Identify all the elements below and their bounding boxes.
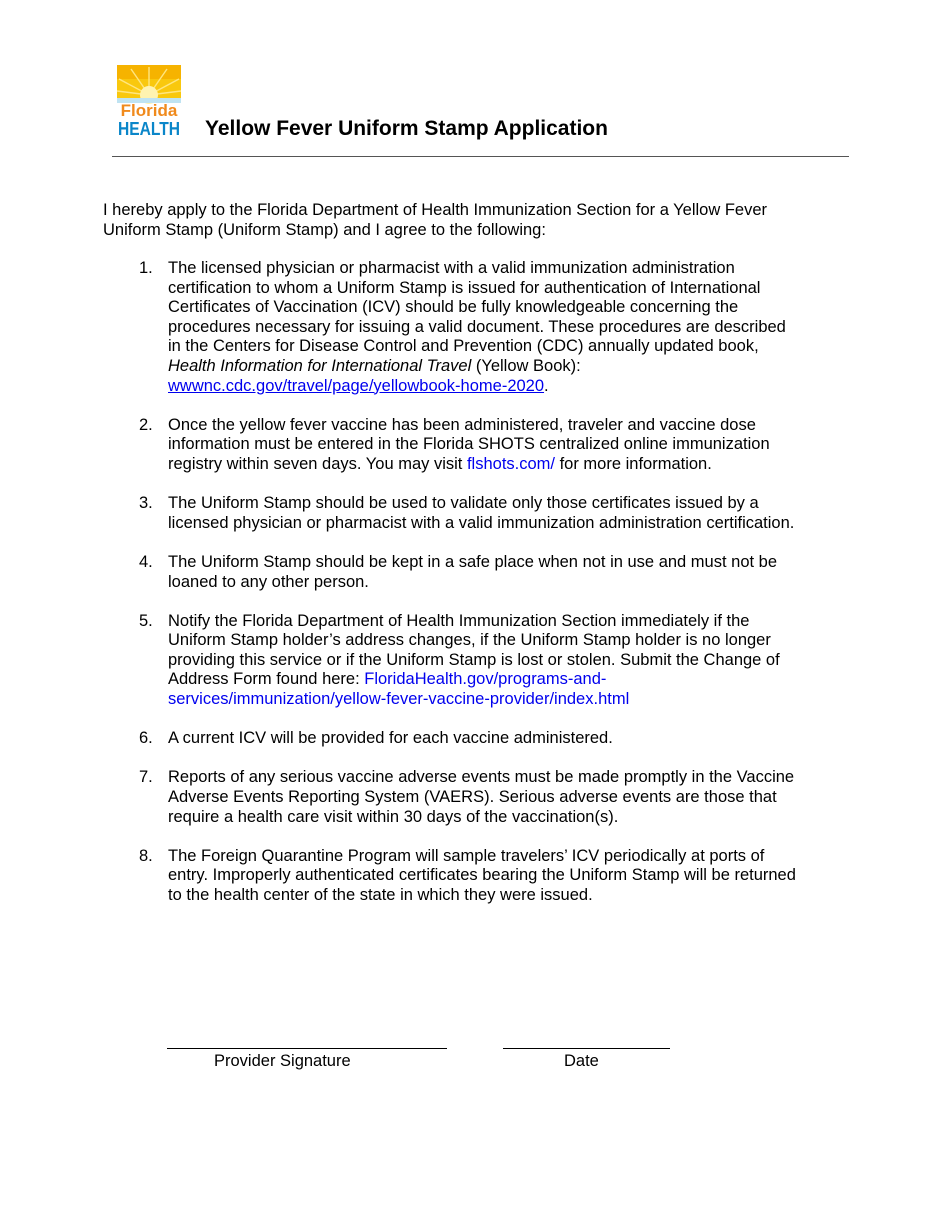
terms-list — [103, 259, 803, 925]
flshots-link[interactable]: flshots.com/ — [466, 454, 555, 473]
term-text: Notify the Florida Department of Health Immunization Section immediately if the Uniform Stamp holder’s address changes, if the Uniform Stamp holder is no longer providing this service or if the Uniform Stamp is lost or stolen. Submit the Change of Address Form found here: — [168, 611, 780, 689]
term-text: for more information. — [555, 454, 712, 473]
term-number: 3. — [139, 494, 153, 513]
term-item-5 — [103, 612, 803, 710]
term-number: 1. — [139, 259, 153, 277]
term-text: The licensed physician or pharmacist with a valid immunization administration certification to whom a Uniform Stamp is issued for authentication of International Certificates of Vaccination (ICV) should be fully knowledgeable concerning the procedures necessary for issuing a valid document. These procedures are described in the Centers for Disease Control and Prevention (CDC) annually updated book, — [168, 259, 786, 356]
cdc-yellowbook-link[interactable]: wwwnc.cdc.gov/travel/page/yellowbook-home-2020 — [168, 376, 545, 395]
term-number: 4. — [139, 552, 153, 571]
logo-text-health: HEALTH — [118, 119, 180, 139]
term-item-3 — [103, 494, 803, 533]
term-text: (Yellow Book): — [471, 356, 581, 375]
term-text: The Foreign Quarantine Program will sample travelers’ ICV periodically at ports of entry. Improperly authenticated certificates bearing the Uniform Stamp will be returned to the health center of the state in which they were issued. — [168, 846, 796, 904]
term-number: 5. — [139, 611, 153, 630]
term-item-4 — [103, 553, 803, 592]
term-text: Once the yellow fever vaccine has been administered, traveler and vaccine dose information must be entered in the Florida SHOTS centralized online immunization registry within seven days. You may visit — [168, 415, 770, 473]
term-text: The Uniform Stamp should be kept in a safe place when not in use and must not be loaned to any other person. — [168, 552, 778, 591]
term-item-1 — [103, 259, 803, 396]
term-item-8 — [103, 847, 803, 906]
term-text: The Uniform Stamp should be used to validate only those certificates issued by a licensed physician or pharmacist with a valid immunization administration certification. — [168, 494, 795, 532]
term-item-2 — [103, 416, 803, 475]
term-number: 2. — [139, 415, 153, 434]
term-text: . — [544, 376, 549, 395]
change-of-address-link[interactable]: FloridaHealth.gov/programs-and-services/immunization/yellow-fever-vaccine-provider/index.html — [168, 670, 630, 709]
florida-health-logo — [117, 65, 181, 137]
book-title: Health Information for International Travel — [168, 356, 472, 375]
term-item-6 — [103, 729, 803, 749]
date-label: Date — [564, 1052, 599, 1070]
provider-signature-label: Provider Signature — [214, 1052, 351, 1070]
provider-signature-line[interactable] — [167, 1048, 447, 1049]
document-title: Yellow Fever Uniform Stamp Application — [205, 117, 608, 140]
logo-text-florida: Florida — [120, 101, 178, 120]
header-divider — [112, 156, 849, 157]
intro-paragraph: I hereby apply to the Florida Department of Health Immunization Section for a Yellow Fever Uniform Stamp (Uniform Stamp) and I agree to the following: — [103, 201, 768, 239]
term-number: 6. — [139, 729, 153, 748]
term-number: 8. — [139, 846, 153, 865]
term-number: 7. — [139, 768, 153, 787]
term-text: Reports of any serious vaccine adverse events must be made promptly in the Vaccine Adverse Events Reporting System (VAERS). Serious adverse events are those that require a health care visit within 30 days of the vaccination(s). — [168, 768, 795, 826]
term-text: A current ICV will be provided for each vaccine administered. — [168, 729, 613, 748]
term-item-7 — [103, 768, 803, 827]
date-line[interactable] — [503, 1048, 670, 1049]
